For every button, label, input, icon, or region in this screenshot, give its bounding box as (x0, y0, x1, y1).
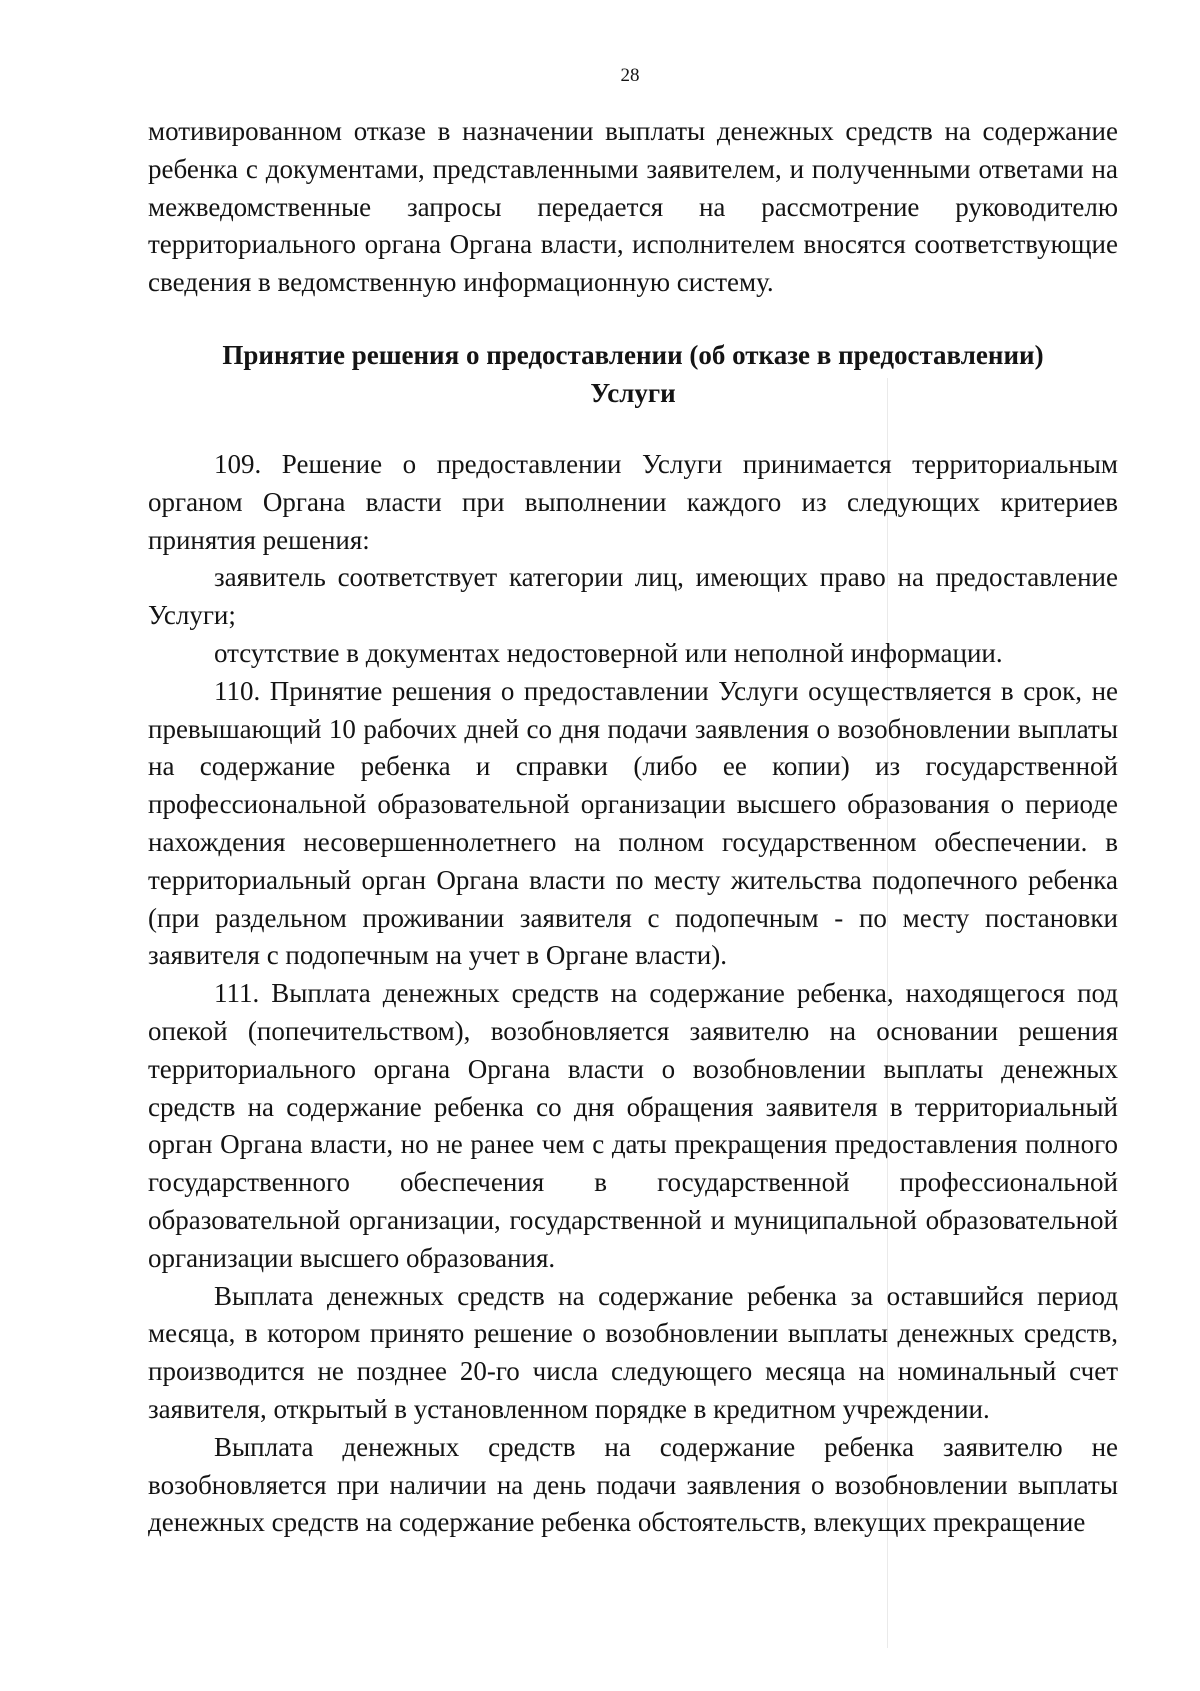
page-number: 28 (620, 65, 640, 86)
paragraph-not-resumed: Выплата денежных средств на содержание ребенка заявителю не возобновляется при наличии на день подачи заявления о возобновлении выплаты денежных средств на содержание ребенка обстоятельств, влекущих прекращение (148, 1431, 1118, 1538)
criterion-category: заявитель соответствует категории лиц, имеющих право на предоставление Услуги; (148, 562, 1118, 631)
paragraph-remaining-period: Выплата денежных средств на содержание ребенка за оставшийся период месяца, в котором принято решение о возобновлении выплаты денежных средств, производится не позднее 20-го числа следующего месяца на номинальный счет заявителя, открытый в установленном порядке в кредитном учреждении. (148, 1280, 1118, 1424)
section-heading (148, 336, 1118, 412)
document-body (148, 113, 1118, 1542)
paragraph-110: 110. Принятие решения о предоставлении Услуги осуществляется в срок, не превышающий 10 рабочих дней со дня подачи заявления о возобновлении выплаты на содержание ребенка и справки (либо ее копии) из государственной профессиональной образовательной организации высшего образования о периоде нахождения несовершеннолетнего на полном государственном обеспечении. в территориальный орган Органа власти по месту жительства подопечного ребенка (при раздельном проживании заявителя с подопечным - по месту постановки заявителя с подопечным на учет в Органе власти). (148, 675, 1118, 971)
section-heading-line-1: Принятие решения о предоставлении (об отказе в предоставлении) (222, 339, 1044, 370)
paragraph-109: 109. Решение о предоставлении Услуги принимается территориальным органом Органа власти при выполнении каждого из следующих критериев принятия решения: (148, 448, 1118, 555)
section-heading-line-2: Услуги (590, 377, 676, 408)
paragraph-continuation: мотивированном отказе в назначении выплаты денежных средств на содержание ребенка с документами, представленными заявителем, и полученными ответами на межведомственные запросы передается на рассмотрение руководителю территориального органа Органа власти, исполнителем вносятся соответствующие сведения в ведомственную информационную систему. (148, 116, 1118, 298)
paragraph-111: 111. Выплата денежных средств на содержание ребенка, находящегося под опекой (попечительством), возобновляется заявителю на основании решения территориального органа Органа власти о возобновлении выплаты денежных средств на содержание ребенка со дня обращения заявителя в территориальный орган Органа власти, но не ранее чем с даты прекращения предоставления полного государственного обеспечения в государственной профессиональной образовательной организации, государственной и муниципальной образовательной организации высшего образования. (148, 978, 1118, 1273)
criterion-information: отсутствие в документах недостоверной или неполной информации. (214, 637, 1003, 668)
